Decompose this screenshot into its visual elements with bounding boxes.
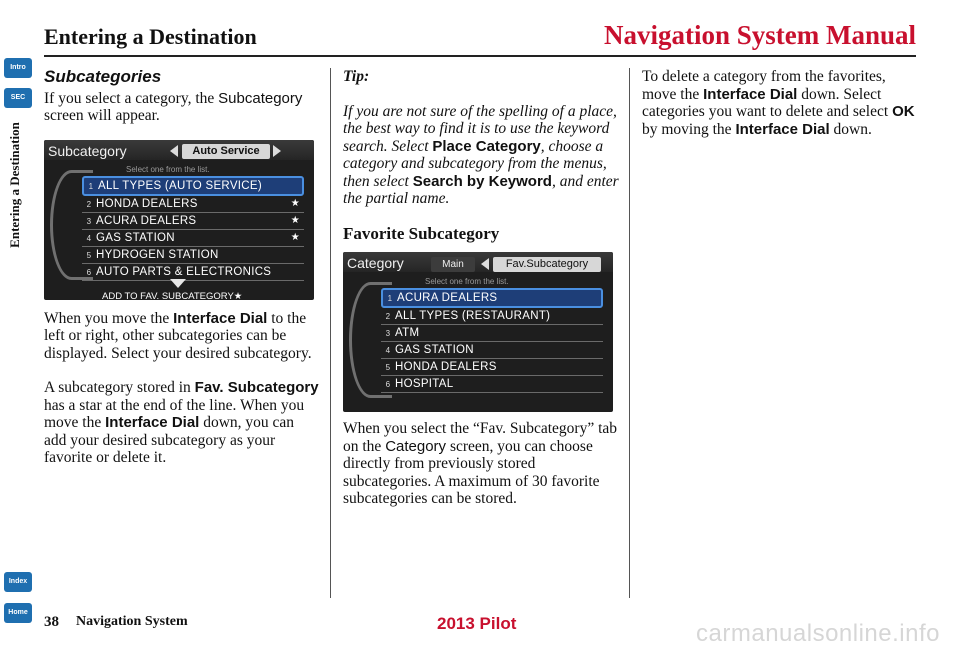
text: A subcategory stored in bbox=[44, 379, 195, 396]
text: If you select a category, the bbox=[44, 89, 219, 107]
side-section-label bbox=[4, 100, 26, 270]
header-rule bbox=[44, 55, 916, 57]
text: screen will appear. bbox=[44, 107, 160, 124]
item-number: 4 bbox=[385, 346, 391, 355]
item-label: AUTO PARTS & ELECTRONICS bbox=[96, 265, 272, 278]
footer-model: 2013 Pilot bbox=[437, 614, 517, 633]
home-button[interactable]: Home bbox=[4, 603, 32, 623]
manual-title: Navigation System Manual bbox=[603, 20, 916, 50]
item-number: 4 bbox=[86, 233, 92, 243]
text: down. bbox=[829, 120, 872, 138]
tip-text bbox=[343, 103, 619, 208]
item-number: 5 bbox=[86, 250, 92, 260]
index-button[interactable]: Index bbox=[4, 572, 32, 592]
paragraph-delete bbox=[642, 68, 918, 138]
paragraph-fav-tab bbox=[343, 420, 619, 508]
text: If you are not sure of the spelling of a place, the best way to find it is to use the keyword search. Select bbox=[343, 102, 617, 155]
paragraph-intro bbox=[44, 90, 320, 125]
category-screenshot bbox=[343, 252, 613, 412]
column-divider bbox=[629, 68, 630, 598]
screen-title: Category bbox=[347, 255, 404, 271]
list-item bbox=[82, 264, 304, 281]
text: To delete a category from the favorites, move the bbox=[642, 68, 886, 103]
item-label: ALL TYPES (AUTO SERVICE) bbox=[98, 179, 262, 192]
list-item bbox=[82, 230, 304, 247]
item-number: 3 bbox=[86, 216, 92, 226]
sec-button[interactable]: SEC bbox=[4, 88, 32, 108]
list-item bbox=[82, 247, 304, 264]
section-title: Entering a Destination bbox=[44, 24, 257, 49]
text: has a star at the end of the line. When you move the bbox=[44, 396, 305, 431]
tip-label: Tip: bbox=[343, 68, 370, 85]
term-interface-dial: Interface Dial bbox=[703, 85, 798, 103]
item-number: 3 bbox=[385, 329, 391, 338]
list-item bbox=[381, 325, 603, 342]
term-interface-dial: Interface Dial bbox=[735, 120, 830, 138]
term-interface-dial: Interface Dial bbox=[173, 309, 268, 327]
text: When you select the “Fav. Subcategory” tab on the bbox=[343, 420, 618, 455]
text: by moving the bbox=[642, 120, 736, 138]
star-icon: ★ bbox=[290, 197, 300, 209]
column-2 bbox=[343, 68, 619, 525]
item-number: 6 bbox=[86, 267, 92, 277]
right-arrow-icon bbox=[273, 145, 281, 157]
text: , and enter the partial name. bbox=[343, 172, 619, 207]
item-label: HONDA DEALERS bbox=[395, 361, 497, 373]
tab-auto-service: Auto Service bbox=[182, 144, 270, 159]
subcategories-heading: Subcategories bbox=[44, 67, 162, 86]
term-interface-dial: Interface Dial bbox=[105, 414, 200, 431]
text: down, you can add your desired subcategory as your favorite or delete it. bbox=[44, 414, 295, 466]
term-ok: OK bbox=[892, 103, 915, 120]
add-to-fav-label: ADD TO FAV. SUBCATEGORY★ bbox=[102, 290, 243, 300]
list-item bbox=[381, 376, 603, 393]
subcategory-list bbox=[82, 176, 304, 281]
intro-button[interactable]: Intro bbox=[4, 58, 32, 78]
list-item bbox=[82, 196, 304, 213]
item-label: HOSPITAL bbox=[395, 378, 454, 390]
item-label: ACURA DEALERS bbox=[397, 292, 498, 304]
footer-nav-label: Navigation System bbox=[76, 614, 188, 629]
column-divider bbox=[330, 68, 331, 598]
item-label: ACURA DEALERS bbox=[96, 214, 197, 227]
list-item bbox=[381, 288, 603, 308]
item-label: ATM bbox=[395, 327, 420, 339]
text: , choose a category and subcategory from the menus, then select bbox=[343, 137, 607, 190]
item-label: HYDROGEN STATION bbox=[96, 248, 219, 261]
term-place-category: Place Category bbox=[432, 137, 541, 155]
item-label: GAS STATION bbox=[395, 344, 474, 356]
term-category: Category bbox=[385, 437, 447, 455]
subcategory-screenshot bbox=[44, 140, 314, 300]
screen-title: Subcategory bbox=[48, 142, 127, 159]
favorite-subcategory-heading: Favorite Subcategory bbox=[343, 223, 500, 243]
page-number: 38 bbox=[44, 614, 59, 630]
star-icon: ★ bbox=[290, 231, 300, 243]
list-item bbox=[381, 342, 603, 359]
item-number: 6 bbox=[385, 380, 391, 389]
text: screen, you can choose directly from previously stored subcategories. A maximum of 30 favorite subcategories can be stored. bbox=[343, 437, 600, 507]
item-label: ALL TYPES (RESTAURANT) bbox=[395, 310, 551, 322]
item-number: 1 bbox=[387, 294, 393, 303]
star-icon: ★ bbox=[290, 214, 300, 226]
tab-fav-subcategory: Fav.Subcategory bbox=[493, 257, 601, 272]
left-arrow-icon bbox=[481, 258, 489, 270]
favorite-list bbox=[381, 288, 603, 393]
paragraph-favorites bbox=[44, 379, 320, 467]
column-1 bbox=[44, 68, 320, 484]
item-number: 5 bbox=[385, 363, 391, 372]
list-item bbox=[381, 359, 603, 376]
watermark-site: carmanualsonline.info bbox=[696, 620, 940, 647]
column-3 bbox=[642, 68, 918, 155]
text: When you move the bbox=[44, 309, 174, 327]
list-item bbox=[381, 308, 603, 325]
side-section-label-text: Entering a Destination bbox=[7, 122, 22, 248]
list-item bbox=[82, 213, 304, 230]
list-item bbox=[82, 176, 304, 196]
term-fav-subcategory: Fav. Subcategory bbox=[194, 379, 319, 396]
item-label: HONDA DEALERS bbox=[96, 197, 198, 210]
screen-hint: Select one from the list. bbox=[126, 164, 210, 174]
paragraph-dial bbox=[44, 310, 320, 363]
screen-hint: Select one from the list. bbox=[425, 277, 509, 286]
item-label: GAS STATION bbox=[96, 231, 175, 244]
item-number: 2 bbox=[86, 199, 92, 209]
text: to the left or right, other subcategories can be displayed. Select your desired subcategory. bbox=[44, 309, 312, 362]
item-number: 2 bbox=[385, 312, 391, 321]
left-arrow-icon bbox=[170, 145, 178, 157]
down-arrow-icon bbox=[170, 279, 186, 288]
term-subcategory: Subcategory bbox=[218, 89, 303, 107]
term-search-by-keyword: Search by Keyword bbox=[412, 172, 552, 190]
tab-main: Main bbox=[431, 257, 475, 272]
text: down. Select categories you want to delete and select bbox=[642, 85, 893, 120]
item-number: 1 bbox=[88, 181, 94, 191]
